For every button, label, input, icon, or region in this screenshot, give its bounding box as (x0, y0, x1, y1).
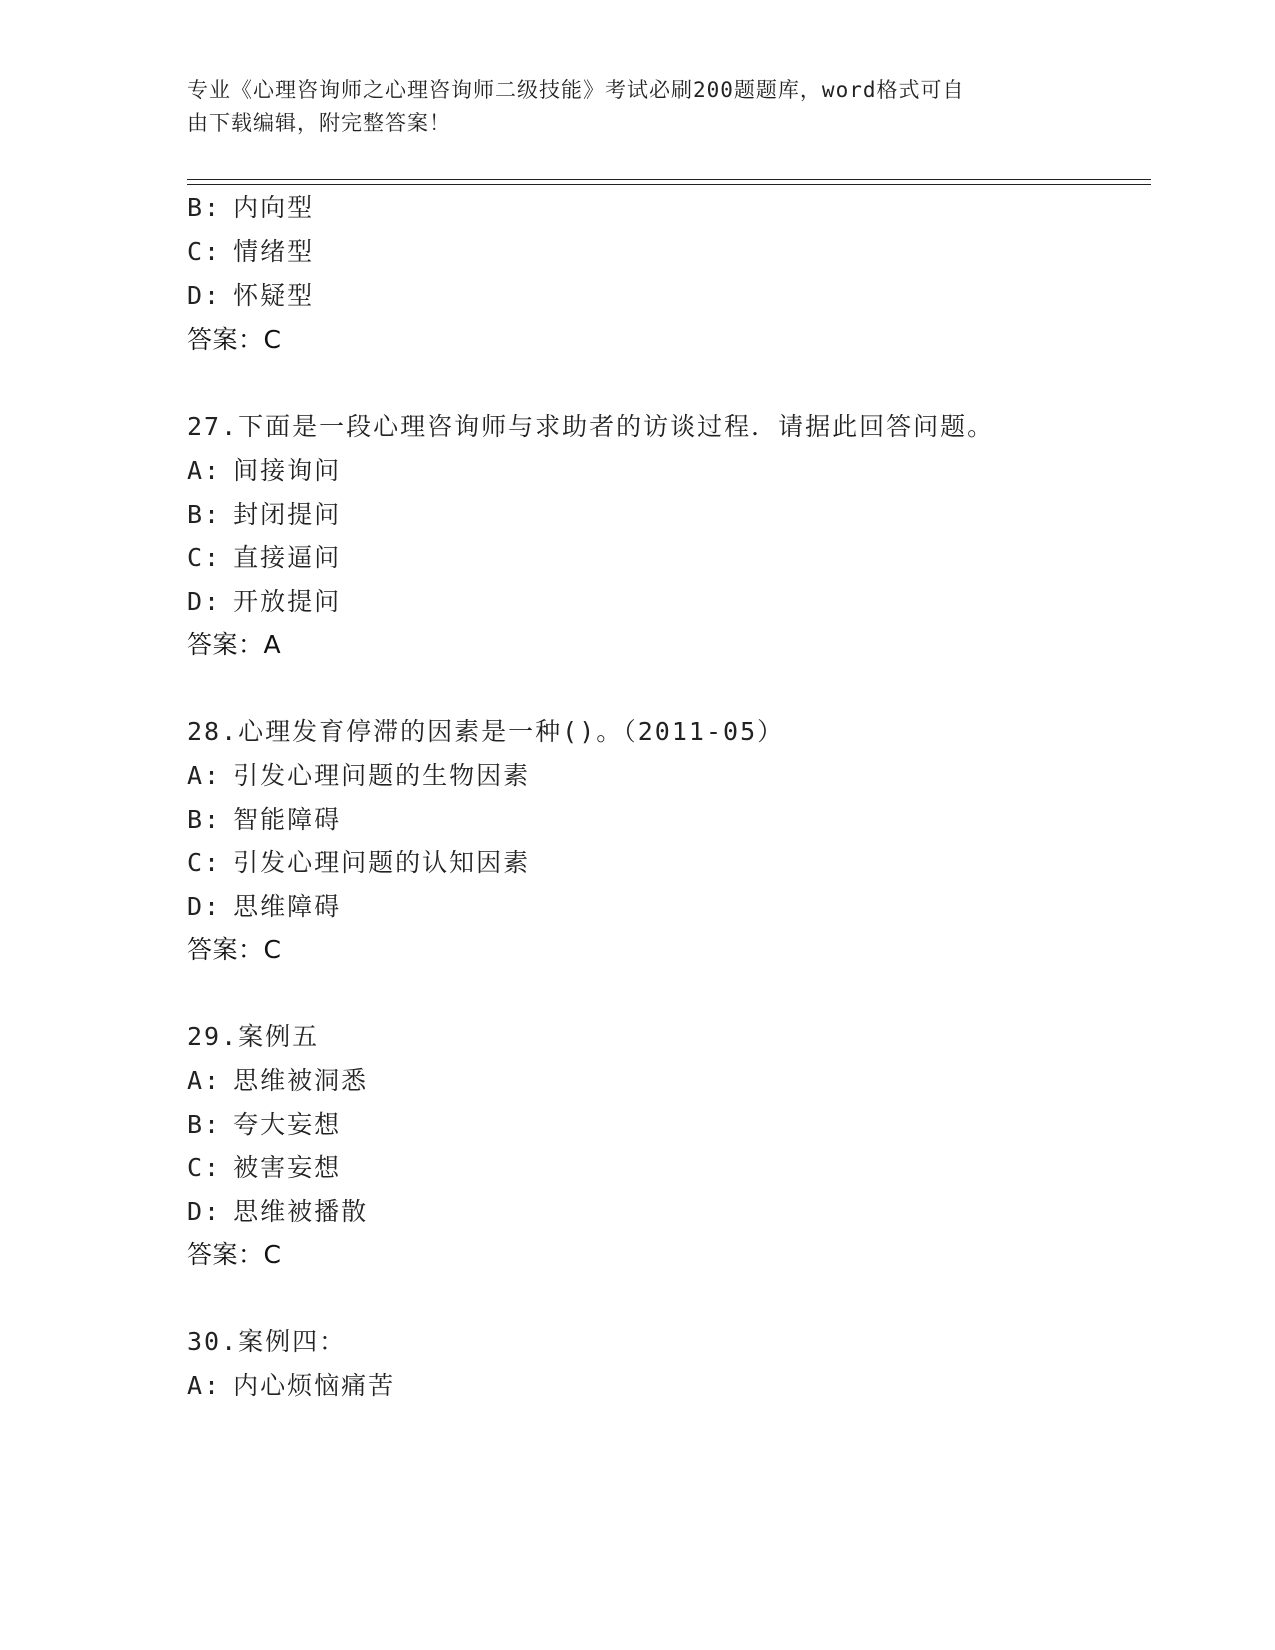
option-b: B: 智能障碍 (187, 805, 342, 834)
header-divider-bottom (187, 184, 1151, 185)
option-b: B: 内向型 (187, 193, 315, 222)
answer: 答案：C (187, 1240, 282, 1269)
question-title: 27.下面是一段心理咨询师与求助者的访谈过程．请据此回答问题。 (187, 412, 995, 441)
question-title: 28.心理发育停滞的因素是一种()。（2011-05） (187, 717, 785, 746)
option-d: D: 思维障碍 (187, 892, 342, 921)
option-b: B: 夸大妄想 (187, 1110, 342, 1139)
option-b: B: 封闭提问 (187, 500, 342, 529)
option-c: C: 直接逼问 (187, 543, 342, 572)
option-d: D: 开放提问 (187, 587, 342, 616)
document-header (187, 74, 1067, 140)
header-line-2: 由下载编辑，附完整答案！ (187, 111, 451, 135)
question-title: 30.案例四： (187, 1327, 347, 1356)
option-a: A: 思维被洞悉 (187, 1066, 369, 1095)
option-c: C: 引发心理问题的认知因素 (187, 848, 531, 877)
header-line-1: 专业《心理咨询师之心理咨询师二级技能》考试必刷200题题库，word格式可自 (187, 78, 965, 102)
header-divider-top (187, 179, 1151, 180)
option-d: D: 怀疑型 (187, 281, 315, 310)
option-a: A: 引发心理问题的生物因素 (187, 761, 531, 790)
option-a: A: 内心烦恼痛苦 (187, 1371, 396, 1400)
option-a: A: 间接询问 (187, 456, 342, 485)
answer: 答案：A (187, 630, 282, 659)
option-d: D: 思维被播散 (187, 1197, 369, 1226)
option-c: C: 情绪型 (187, 237, 315, 266)
answer: 答案：C (187, 935, 282, 964)
question-title: 29.案例五 (187, 1022, 320, 1051)
option-c: C: 被害妄想 (187, 1153, 342, 1182)
answer: 答案：C (187, 325, 282, 354)
